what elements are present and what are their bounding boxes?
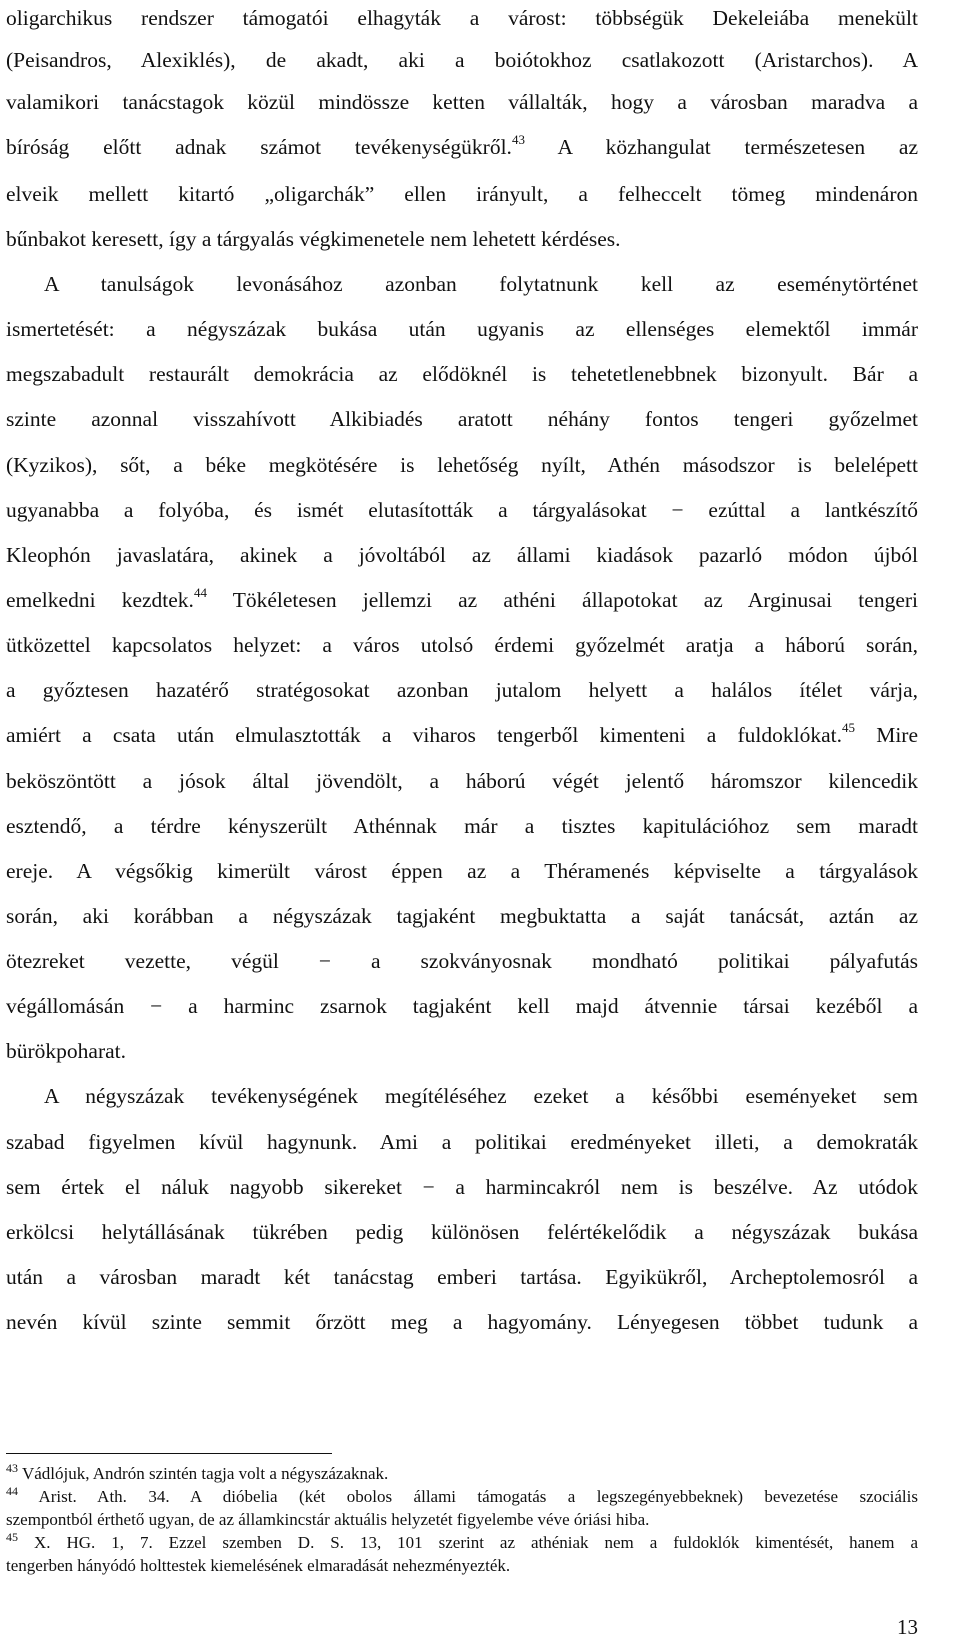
text-line: beköszöntött a jósok által jövendölt, a háború végét jelentő háromszor kilencedik <box>6 769 918 793</box>
text-line: A négyszázak tevékenységének megítéléséhez ezeket a későbbi eseményeket sem <box>44 1084 918 1108</box>
text-line <box>6 133 918 161</box>
text-line: valamikori tanácstagok közül mindössze ketten vállalták, hogy a városban maradva a <box>6 90 918 114</box>
text-line: (Peisandros, Alexiklés), de akadt, aki a boiótokhoz csatlakozott (Aristarchos). A <box>6 48 918 72</box>
text-line: sem értek el náluk nagyobb sikereket − a harmincakról nem is beszélve. Az utódok <box>6 1175 918 1199</box>
text-line: erkölcsi helytállásának tükrében pedig különösen felértékelődik a négyszázak bukása <box>6 1220 918 1244</box>
text-line: szinte azonnal visszahívott Alkibiadés aratott néhány fontos tengeri győzelmet <box>6 407 918 431</box>
page-number: 13 <box>897 1615 918 1639</box>
footnote-separator <box>6 1453 332 1454</box>
text-line: ugyanabba a folyóba, és ismét elutasították a tárgyalásokat − ezúttal a lantkészítő <box>6 498 918 522</box>
text-line: szabad figyelmen kívül hagynunk. Ami a politikai eredményeket illeti, a demokraták <box>6 1130 918 1154</box>
text-segment: bíróság előtt adnak számot tevékenységükről. <box>6 135 512 159</box>
footnote-text: Arist. Ath. 34. A dióbelia (két obolos állami támogatás a legszegényebbeknek) bevezetése szociális <box>38 1487 918 1506</box>
text-line: a győztesen hazatérő stratégosokat azonban jutalom helyett a halálos ítélet várja, <box>6 678 918 702</box>
text-line: során, aki korábban a négyszázak tagjaként megbuktatta a saját tanácsát, aztán az <box>6 904 918 928</box>
footnote-44-continued: szempontból érthető ugyan, de az államkincstár aktuális helyzetét figyelembe véve óriási hiba. <box>6 1510 650 1529</box>
footnote-45 <box>6 1530 918 1553</box>
footnote-ref-45[interactable]: 45 <box>841 720 855 735</box>
text-segment: Tökéletesen jellemzi az athéni állapotokat az Arginusai tengeri <box>232 588 918 612</box>
footnote-number: 43 <box>6 1461 18 1475</box>
text-line: Kleophón javaslatára, akinek a jóvoltából az állami kiadások pazarló módon újból <box>6 543 918 567</box>
footnote-number: 45 <box>6 1530 18 1544</box>
footnote-text: Vádlójuk, Andrón szintén tagja volt a négyszázaknak. <box>21 1464 389 1483</box>
footnote-43 <box>6 1461 918 1484</box>
footnote-44 <box>6 1484 918 1507</box>
text-line: (Kyzikos), sőt, a béke megkötésére is lehetőség nyílt, Athén másodszor is belelépett <box>6 453 918 477</box>
text-line: ütközettel kapcsolatos helyzet: a város utolsó érdemi győzelmét aratja a háború során, <box>6 633 918 657</box>
text-segment: amiért a csata után elmulasztották a viharos tengerből kimenteni a fuldoklókat. <box>6 723 842 747</box>
footnote-number: 44 <box>6 1484 18 1498</box>
text-line: bürökpoharat. <box>6 1039 127 1063</box>
text-line: nevén kívül szinte semmit őrzött meg a hagyomány. Lényegesen többet tudunk a <box>6 1310 918 1334</box>
text-line: oligarchikus rendszer támogatói elhagyták a várost: többségük Dekeleiába menekült <box>6 6 918 30</box>
text-segment: Mire <box>876 723 918 747</box>
text-line: esztendő, a térdre kényszerült Athénnak már a tisztes kapitulációhoz sem maradt <box>6 814 918 838</box>
text-line: után a városban maradt két tanácstag emberi tartása. Egyikükről, Archeptolemosról a <box>6 1265 918 1289</box>
footnote-ref-44[interactable]: 44 <box>193 585 207 600</box>
text-line <box>6 721 918 749</box>
text-line: A tanulságok levonásához azonban folytatnunk kell az eseménytörténet <box>44 272 918 296</box>
text-line: végállomásán − a harminc zsarnok tagjaként kell majd átvennie társai kezéből a <box>6 994 918 1018</box>
text-line: megszabadult restaurált demokrácia az elődöknél is tehetetlenebbnek bizonyult. Bár a <box>6 362 918 386</box>
text-line: ötezreket vezette, végül − a szokványosnak mondható politikai pályafutás <box>6 949 918 973</box>
text-segment: emelkedni kezdtek. <box>6 588 194 612</box>
text-line: ismertetését: a négyszázak bukása után ugyanis az ellenséges elemektől immár <box>6 317 918 341</box>
footnote-text: X. HG. 1, 7. Ezzel szemben D. S. 13, 101 szerint az athéniak nem a fuldoklók kimentését, hanem a <box>33 1533 918 1552</box>
text-line: bűnbakot keresett, így a tárgyalás végkimenetele nem lehetett kérdéses. <box>6 227 621 251</box>
text-line <box>6 586 918 614</box>
text-segment: A közhangulat természetesen az <box>557 135 918 159</box>
footnote-ref-43[interactable]: 43 <box>511 132 525 147</box>
text-line: elveik mellett kitartó „oligarchák” ellen irányult, a felheccelt tömeg mindenáron <box>6 182 918 206</box>
text-line: ereje. A végsőkig kimerült várost éppen az a Théramenés képviselte a tárgyalások <box>6 859 918 883</box>
footnote-45-continued: tengerben hányódó holttestek kiemelésének elmaradását nehezményezték. <box>6 1556 511 1575</box>
